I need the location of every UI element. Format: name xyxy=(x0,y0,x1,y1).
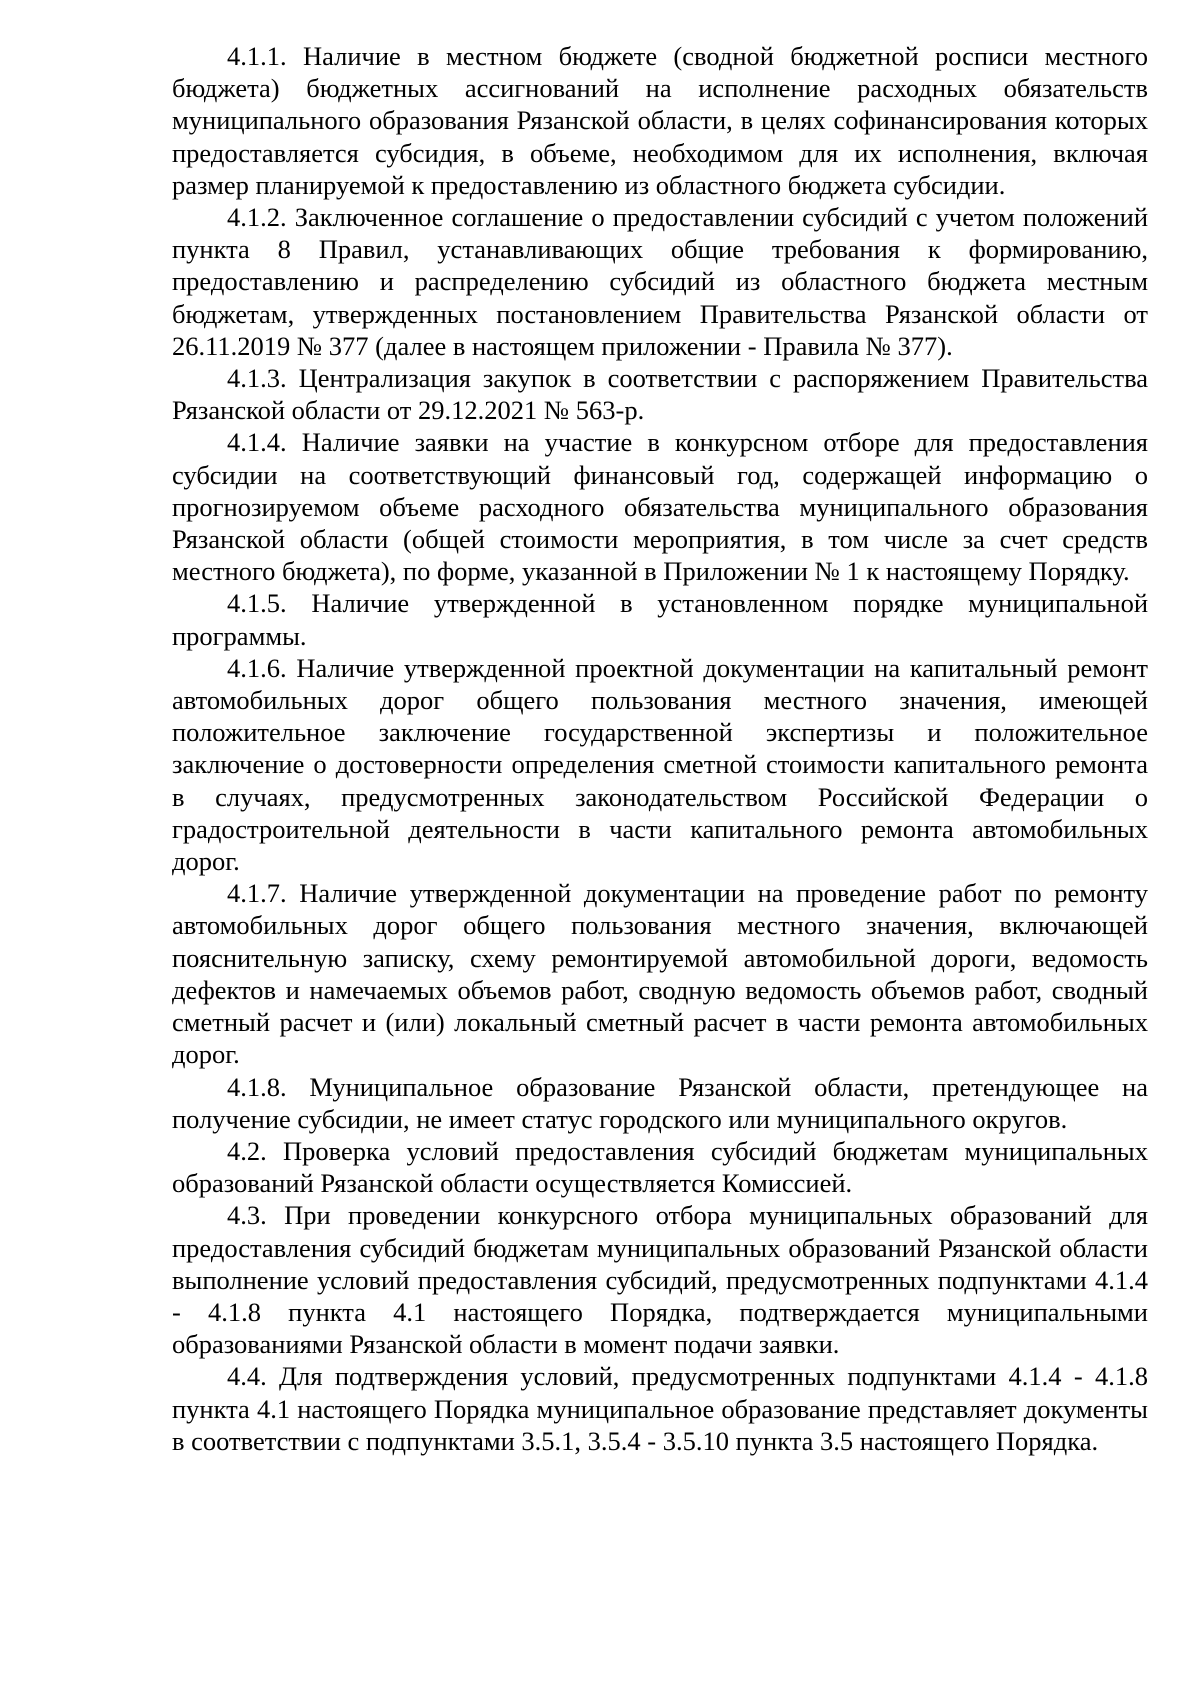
paragraph-4-1-7: 4.1.7. Наличие утвержденной документации на проведение работ по ремонту автомобильных дорог общего пользования местного значения, включающей пояснительную записку, схему ремонтируемой автомобильной дороги, ведомость дефектов и намечаемых объемов работ, сводную ведомость объемов работ, сводный сметный расчет и (или) локальный сметный расчет в части ремонта автомобильных дорог. xyxy=(172,878,1148,1070)
document-page xyxy=(172,40,1148,1457)
paragraph-4-1-2: 4.1.2. Заключенное соглашение о предоставлении субсидий с учетом положений пункта 8 Правил, устанавливающих общие требования к формированию, предоставлению и распределению субсидий из областного бюджета местным бюджетам, утвержденных постановлением Правительства Рязанской области от 26.11.2019 № 377 (далее в настоящем приложении - Правила № 377). xyxy=(172,202,1148,361)
paragraph-4-1-4: 4.1.4. Наличие заявки на участие в конкурсном отборе для предоставления субсидии на соответствующий финансовый год, содержащей информацию о прогнозируемом объеме расходного обязательства муниципального образования Рязанской области (общей стоимости мероприятия, в том числе за счет средств местного бюджета), по форме, указанной в Приложении № 1 к настоящему Порядку. xyxy=(172,427,1148,587)
paragraph-4-1-6: 4.1.6. Наличие утвержденной проектной документации на капитальный ремонт автомобильных дорог общего пользования местного значения, имеющей положительное заключение государственной экспертизы и положительное заключение о достоверности определения сметной стоимости капитального ремонта в случаях, предусмотренных законодательством Российской Федерации о градостроительной деятельности в части капитального ремонта автомобильных дорог. xyxy=(172,652,1148,877)
paragraph-4-1-3: 4.1.3. Централизация закупок в соответствии с распоряжением Правительства Рязанской области от 29.12.2021 № 563-р. xyxy=(172,363,1148,426)
paragraph-4-2: 4.2. Проверка условий предоставления субсидий бюджетам муниципальных образований Рязанской области осуществляется Комиссией. xyxy=(172,1135,1148,1199)
paragraph-4-1-5: 4.1.5. Наличие утвержденной в установленном порядке муниципальной программы. xyxy=(172,588,1148,651)
paragraph-4-3: 4.3. При проведении конкурсного отбора муниципальных образований для предоставления субсидий бюджетам муниципальных образований Рязанской области выполнение условий предоставления субсидий, предусмотренных подпунктами 4.1.4 - 4.1.8 пункта 4.1 настоящего Порядка, подтверждается муниципальными образованиями Рязанской области в момент подачи заявки. xyxy=(172,1200,1148,1360)
paragraph-4-4: 4.4. Для подтверждения условий, предусмотренных подпунктами 4.1.4 - 4.1.8 пункта 4.1 настоящего Порядка муниципальное образование представляет документы в соответствии с подпунктами 3.5.1, 3.5.4 - 3.5.10 пункта 3.5 настоящего Порядка. xyxy=(172,1361,1148,1456)
paragraph-4-1-1: 4.1.1. Наличие в местном бюджете (сводной бюджетной росписи местного бюджета) бюджетных ассигнований на исполнение расходных обязательств муниципального образования Рязанской области, в целях софинансирования которых предоставляется субсидия, в объеме, необходимом для их исполнения, включая размер планируемой к предоставлению из областного бюджета субсидии. xyxy=(172,41,1148,200)
paragraph-4-1-8: 4.1.8. Муниципальное образование Рязанской области, претендующее на получение субсидии, не имеет статус городского или муниципального округов. xyxy=(172,1071,1148,1134)
